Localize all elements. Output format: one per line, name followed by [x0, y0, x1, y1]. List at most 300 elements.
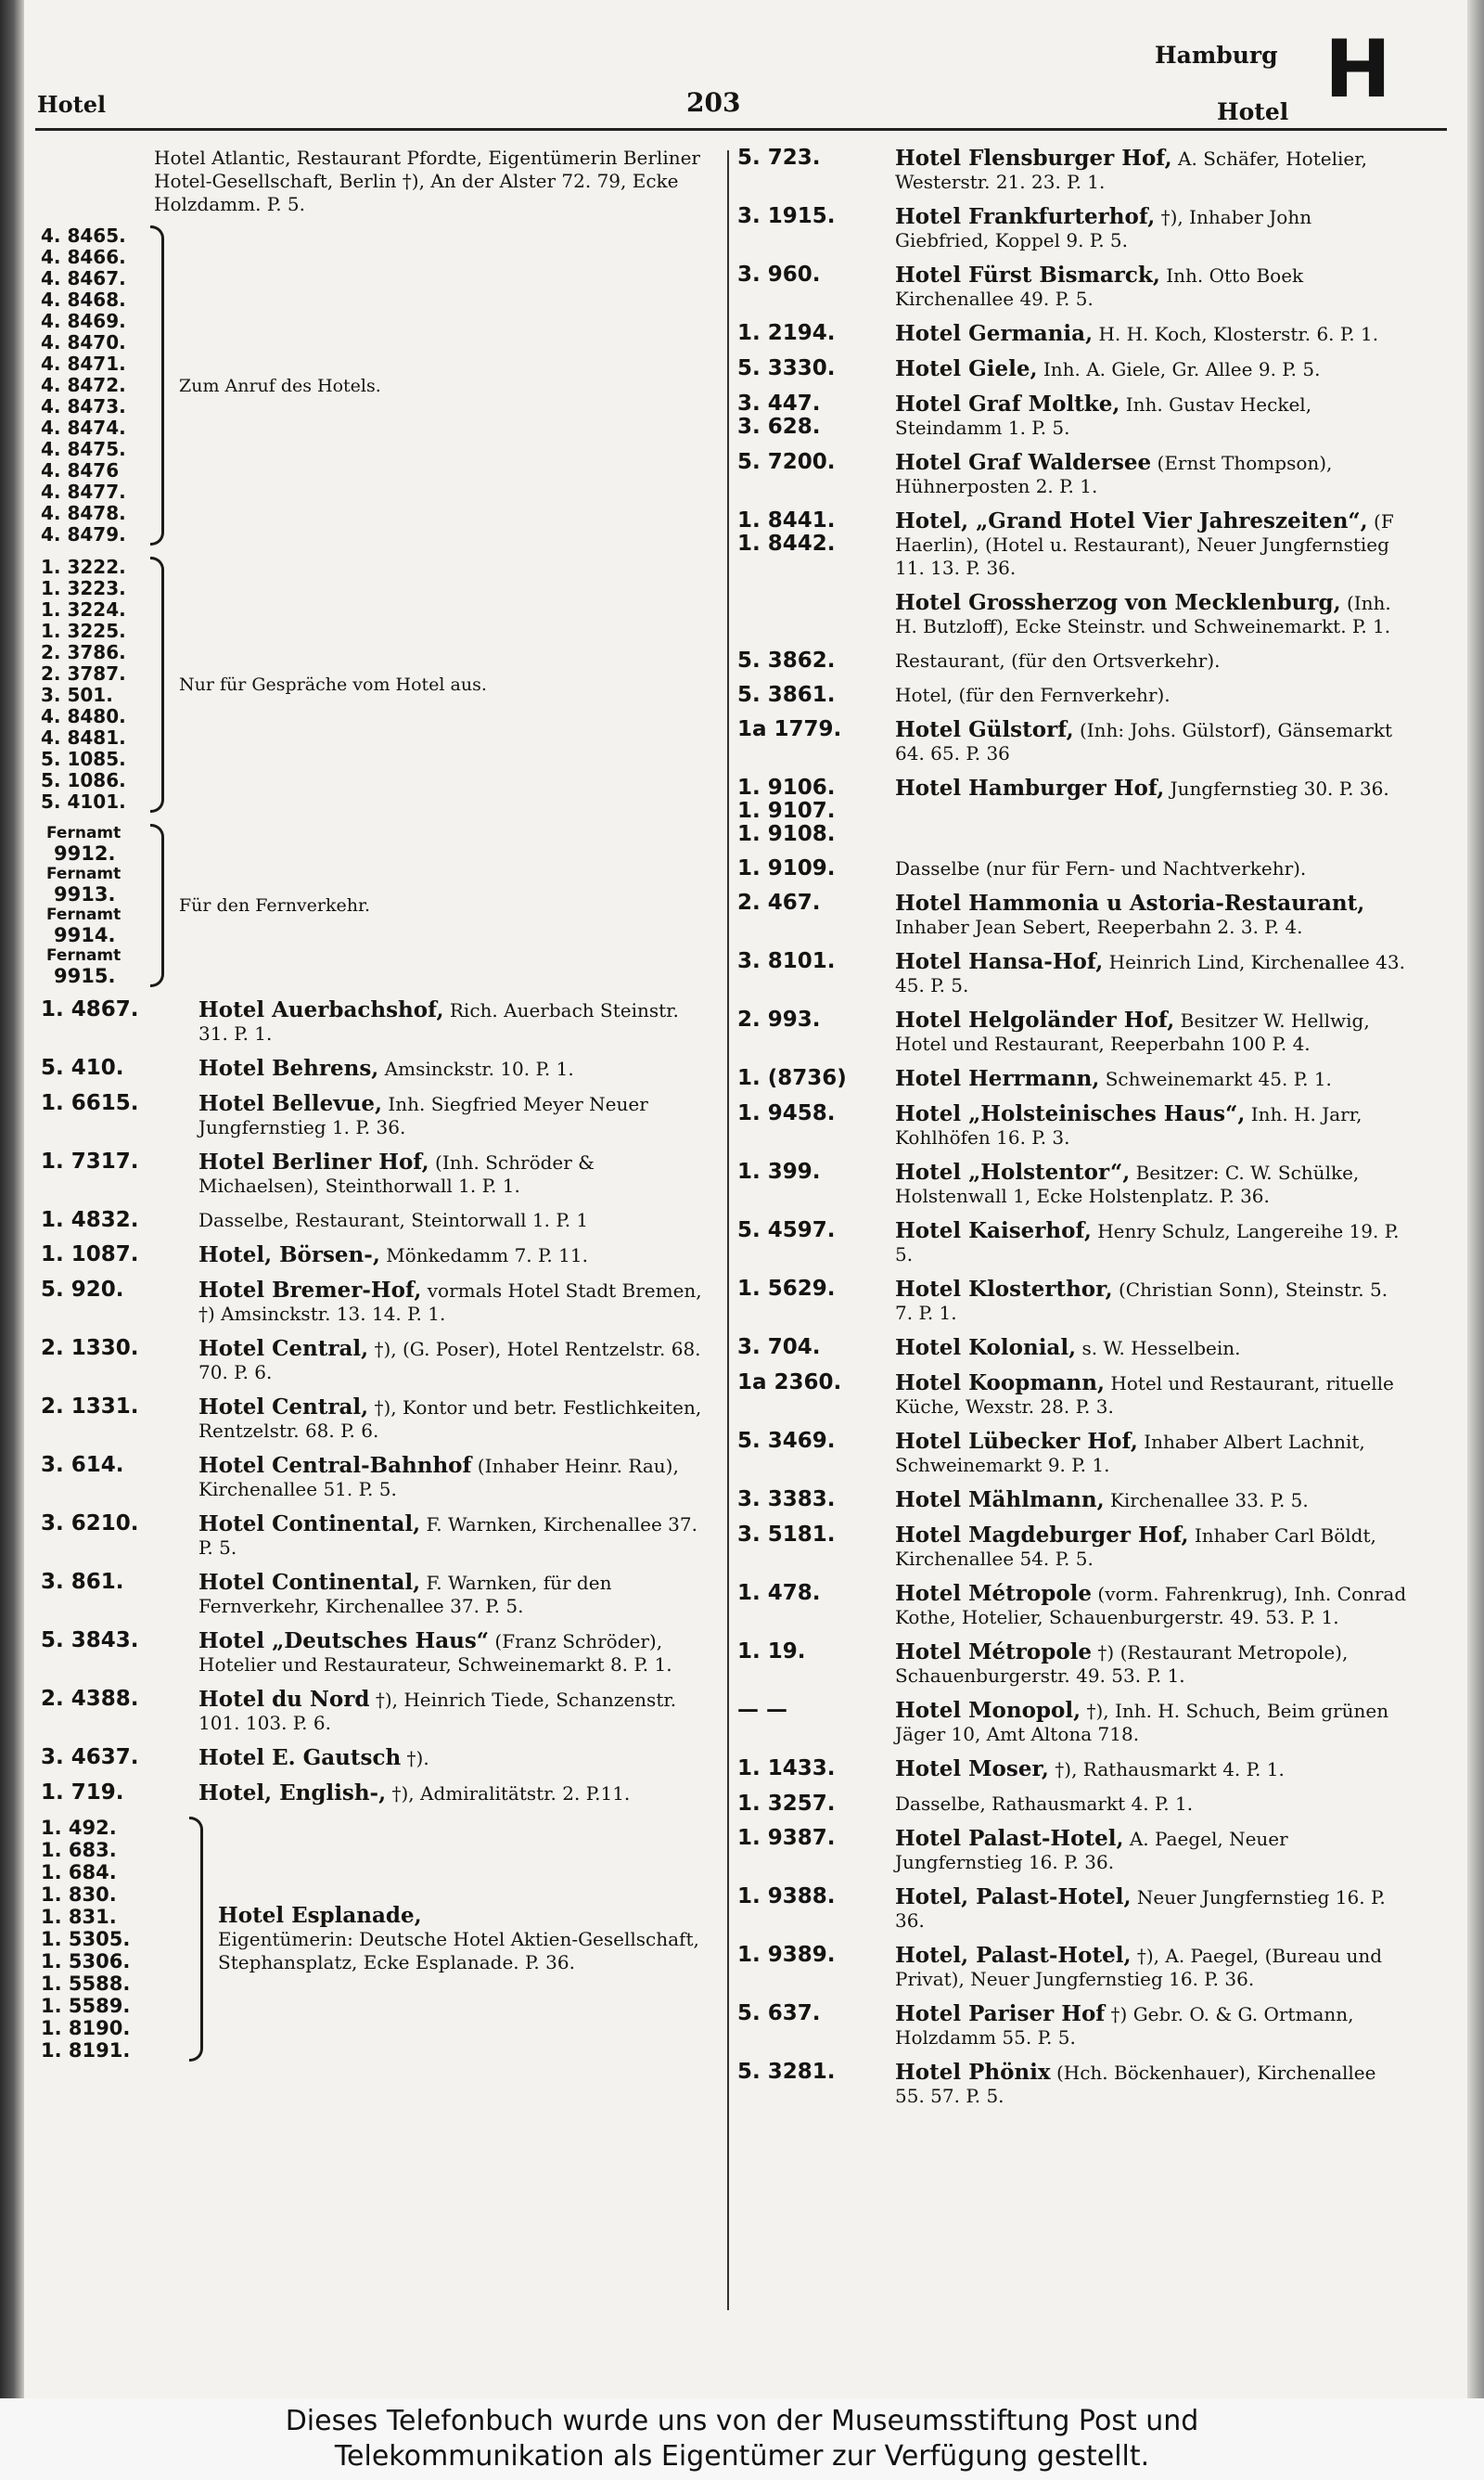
phone-number [737, 1102, 895, 1125]
directory-entry [737, 1827, 1410, 1874]
entry-details: A. Paegel, Neuer Jungfernstieg 16. P. 36. [895, 1828, 1288, 1873]
entry-name: Hotel Giele, [895, 356, 1038, 381]
entry-name: Hotel Herrmann, [895, 1066, 1100, 1091]
phone-number [737, 2061, 895, 2084]
phone-number [41, 1092, 198, 1115]
phone-number [737, 1009, 895, 1032]
phone-number: 4. 8468. [41, 289, 126, 311]
entry-name: Hotel Moser, [895, 1756, 1049, 1781]
entry-details: †), (G. Poser), Hotel Rentzelstr. 68. 70. P. 6. [198, 1338, 701, 1383]
entry-text [895, 1757, 1410, 1781]
directory-entry [41, 1057, 713, 1081]
phone-number [41, 1057, 198, 1080]
atlantic-call-group [41, 225, 713, 546]
entry-name: Hotel Bellevue, [198, 1091, 382, 1116]
phone-number: 4. 8481. [41, 726, 126, 749]
phone-number-line: 2. 1331. [41, 1394, 139, 1419]
phone-number: 4. 8472. [41, 374, 126, 396]
directory-entry [737, 2061, 1410, 2108]
directory-entry [737, 1336, 1410, 1360]
entry-text [198, 1571, 713, 1618]
entry-name: Hotel Grossherzog von Mecklenburg, [895, 590, 1341, 615]
phone-number [737, 1067, 895, 1090]
phone-number: 9913. [54, 883, 116, 906]
entry-text [895, 1699, 1410, 1746]
phone-number: 5. 1086. [41, 769, 126, 791]
entry-text [895, 357, 1410, 381]
entry-name: Hotel Phönix [895, 2060, 1051, 2085]
phone-number: 4. 8477. [41, 481, 126, 503]
entry-details: Eigentümerin: Deutsche Hotel Aktien-Gesellschaft, Stephansplatz, Ecke Esplanade. P. 36. [218, 1928, 699, 1973]
entry-text [198, 1781, 713, 1805]
entry-text [198, 1279, 713, 1326]
phone-number-line: 5. 3862. [737, 649, 836, 673]
entry-name: Hotel Kaiserhof, [895, 1218, 1092, 1243]
entry-details: Schweinemarkt 45. P. 1. [1105, 1068, 1332, 1090]
phone-number [737, 1430, 895, 1453]
running-head-left: Hotel [37, 91, 107, 118]
entry-name: Hotel Esplanade, [218, 1903, 422, 1928]
phone-number [41, 1571, 198, 1594]
entry-name: Hotel Behrens, [198, 1056, 379, 1081]
phone-number-line: 1. 9107. [737, 799, 836, 823]
directory-entry [737, 205, 1410, 252]
entry-details: (Franz Schröder), Hotelier und Restaurateur, Schweinemarkt 8. P. 1. [198, 1630, 672, 1676]
directory-entry [737, 1582, 1410, 1629]
entry-text [895, 718, 1410, 765]
entry-details: Inh. A. Giele, Gr. Allee 9. P. 5. [1043, 358, 1321, 380]
phone-number-line: 1. 4832. [41, 1208, 139, 1232]
phone-number [41, 1279, 198, 1302]
phone-number: 4. 8466. [41, 246, 126, 268]
entry-text [198, 1454, 713, 1501]
phone-number: 1. 5306. [41, 1950, 131, 1972]
entry-name: Hotel Flensburger Hof, [895, 146, 1172, 171]
phone-number [41, 1629, 198, 1652]
entry-name: Hotel, „Grand Hotel Vier Jahreszeiten“, [895, 508, 1368, 533]
entry-details: Rich. Auerbach Steinstr. 31. P. 1. [198, 999, 679, 1045]
phone-number: 3. 501. [41, 684, 113, 706]
phone-number [737, 509, 895, 556]
entry-name: Hotel Continental, [198, 1511, 421, 1536]
directory-entry [737, 357, 1410, 381]
left-entry-list [41, 998, 713, 1805]
entry-text [198, 1243, 713, 1267]
entry-details: H. H. Koch, Klosterstr. 6. P. 1. [1098, 323, 1379, 345]
entry-text [895, 147, 1410, 194]
entry-text [895, 1430, 1410, 1477]
entry-details: Hotel und Restaurant, rituelle Küche, Wexstr. 28. P. 3. [895, 1372, 1394, 1418]
phone-number: 4. 8471. [41, 353, 126, 375]
right-entry-list-a [737, 147, 1410, 580]
phone-number-line: 1a 2360. [737, 1370, 842, 1394]
entry-text [198, 1395, 713, 1443]
entry-details: Jungfernstieg 30. P. 36. [1170, 777, 1389, 800]
header-rule [35, 128, 1447, 131]
directory-entry [737, 1009, 1410, 1056]
directory-entry [737, 1278, 1410, 1325]
entry-name: Hotel Kolonial, [895, 1335, 1077, 1360]
entry-text [198, 1688, 713, 1735]
entry-text [895, 1793, 1410, 1816]
footer-line-1: Dieses Telefonbuch wurde uns von der Museumsstiftung Post und [285, 2405, 1199, 2437]
phone-number: 5. 4101. [41, 790, 126, 813]
phone-number: 9912. [54, 842, 116, 865]
phone-number: 1. 830. [41, 1883, 117, 1906]
footer-line-2: Telekommunikation als Eigentümer zur Verfügung gestellt. [334, 2440, 1150, 2473]
phone-number: 4. 8473. [41, 395, 126, 418]
phone-number-line: 3. 960. [737, 263, 821, 287]
atlantic-fern-group [41, 824, 713, 987]
entry-name: Hotel „Holstentor“, [895, 1160, 1131, 1185]
directory-entry [41, 1209, 713, 1232]
entry-name: Hotel Métropole [895, 1581, 1093, 1606]
directory-entry [737, 1067, 1410, 1091]
phone-number [737, 1640, 895, 1664]
entry-details: (F Haerlin), (Hotel u. Restaurant), Neuer Jungfernstieg 11. 13. P. 36. [895, 510, 1394, 579]
atlantic-fern-note: Für den Fernverkehr. [179, 895, 371, 916]
phone-number [41, 1781, 198, 1805]
phone-number [737, 392, 895, 439]
phone-number [737, 1161, 895, 1184]
entry-details: †), Rathausmarkt 4. P. 1. [1055, 1758, 1285, 1780]
phone-number [737, 684, 895, 707]
entry-details: s. W. Hesselbein. [1081, 1337, 1241, 1359]
phone-number [737, 718, 895, 741]
phone-number: 2. 3787. [41, 662, 126, 685]
directory-entry [737, 1488, 1410, 1512]
entry-text [895, 1827, 1410, 1874]
entry-details: †). [406, 1747, 429, 1769]
directory-entry [737, 2002, 1410, 2050]
entry-name: Hotel Continental, [198, 1570, 421, 1595]
phone-number: 4. 8465. [41, 225, 126, 247]
right-entry-list-b [737, 649, 1410, 2108]
entry-text [895, 1219, 1410, 1266]
entry-text [198, 1746, 713, 1770]
entry-text [198, 1092, 713, 1139]
phone-number [737, 950, 895, 973]
directory-entry [737, 322, 1410, 346]
entry-details: Restaurant, (für den Ortsverkehr). [895, 649, 1221, 672]
phone-number-line: 3. 704. [737, 1335, 821, 1359]
entry-name: Hotel Palast-Hotel, [895, 1826, 1124, 1851]
phone-number [737, 892, 895, 915]
entry-name: Hotel Helgoländer Hof, [895, 1008, 1175, 1033]
phone-number-line: 5. 410. [41, 1056, 124, 1080]
phone-number-line: 3. 8101. [737, 949, 836, 973]
phone-number: 1. 3225. [41, 620, 126, 642]
phone-number: 4. 8467. [41, 267, 126, 289]
entry-text [895, 2002, 1410, 2050]
entry-text [895, 205, 1410, 252]
entry-details: Inhaber Carl Böldt, Kirchenallee 54. P. 5. [895, 1524, 1376, 1570]
phone-number [737, 1699, 895, 1722]
directory-entry [737, 649, 1410, 673]
directory-entry [737, 1944, 1410, 1991]
directory-entry [41, 1150, 713, 1198]
entry-details: Inhaber Albert Lachnit, Schweinemarkt 9. P. 1. [895, 1431, 1365, 1476]
entry-details: †) (Restaurant Metropole), Schauenburgerstr. 49. 53. P. 1. [895, 1641, 1349, 1687]
phone-number [737, 1523, 895, 1547]
phone-number [737, 357, 895, 380]
directory-entry [41, 1746, 713, 1770]
directory-entry [737, 950, 1410, 997]
archive-footer [0, 2398, 1484, 2480]
phone-number: 1. 492. [41, 1817, 117, 1839]
entry-details: †), Inh. H. Schuch, Beim grünen Jäger 10, Amt Altona 718. [895, 1700, 1389, 1745]
entry-details: Hotel, (für den Fernverkehr). [895, 684, 1171, 706]
phone-number-line: 5. 637. [737, 2001, 821, 2025]
directory-entry [41, 1629, 713, 1677]
entry-name: Hotel E. Gautsch [198, 1745, 402, 1770]
entry-name: Hotel Frankfurterhof, [895, 204, 1156, 229]
directory-entry [737, 263, 1410, 311]
phone-number-line: 5. 3861. [737, 683, 836, 707]
phone-number-line: 3. 4637. [41, 1745, 139, 1769]
entry-details: F. Warnken, für den Fernverkehr, Kirchenallee 37. P. 5. [198, 1572, 612, 1617]
entry-text [895, 1336, 1410, 1360]
phone-number [737, 322, 895, 345]
phone-number-line: 1. 8442. [737, 532, 836, 556]
phone-number-line: 2. 4388. [41, 1687, 139, 1711]
entry-text [895, 1885, 1410, 1933]
entry-text [895, 2061, 1410, 2108]
directory-entry [737, 857, 1410, 880]
directory-entry [737, 1102, 1410, 1150]
phone-number-line: 1. 9387. [737, 1826, 836, 1850]
page-number: 203 [686, 87, 741, 118]
phone-number: 4. 8469. [41, 310, 126, 332]
phone-number-line: 1. 9109. [737, 856, 836, 880]
entry-details: Inh. Gustav Heckel, Steindamm 1. P. 5. [895, 393, 1312, 439]
phone-number [41, 1688, 198, 1711]
phone-number [737, 1336, 895, 1359]
phone-number [737, 1582, 895, 1605]
entry-name: Hotel Mählmann, [895, 1487, 1105, 1512]
entry-details: Neuer Jungfernstieg 16. P. 36. [895, 1886, 1386, 1932]
phone-number-line: — — [737, 1698, 788, 1722]
phone-number-line: 1. 9389. [737, 1943, 836, 1967]
directory-entry [737, 1523, 1410, 1571]
entry-name: Hotel Germania, [895, 321, 1094, 346]
directory-entry [737, 147, 1410, 194]
entry-text [198, 1337, 713, 1384]
phone-number [41, 998, 198, 1022]
phone-number: 1. 5305. [41, 1928, 131, 1950]
entry-text [198, 1057, 713, 1081]
phone-number [737, 2002, 895, 2025]
entry-name: Hotel Central-Bahnhof [198, 1453, 472, 1478]
phone-number: 4. 8476 [41, 459, 120, 482]
phone-number-line: 1. 3257. [737, 1792, 836, 1816]
phone-number: 4. 8470. [41, 331, 126, 353]
brace [150, 557, 164, 813]
directory-entry [737, 718, 1410, 765]
phone-number [41, 1746, 198, 1769]
phone-number-line: 3. 614. [41, 1453, 124, 1477]
column-divider [727, 150, 729, 2310]
right-column [737, 147, 1410, 2119]
entry-text [895, 1944, 1410, 1991]
directory-entry [41, 1092, 713, 1139]
phone-number [41, 1454, 198, 1477]
phone-number [737, 1371, 895, 1394]
directory-entry [737, 1430, 1410, 1477]
entry-text [895, 857, 1410, 880]
phone-number [737, 451, 895, 474]
entry-details: F. Warnken, Kirchenallee 37. P. 5. [198, 1513, 697, 1559]
entry-name: Hotel, Palast-Hotel, [895, 1943, 1132, 1968]
phone-number [737, 1793, 895, 1816]
fernamt-label: Fernamt [46, 824, 122, 842]
entry-name: Hotel Gülstorf, [895, 717, 1074, 742]
entry-name: Hotel Berliner Hof, [198, 1150, 429, 1175]
phone-number: 1. 683. [41, 1839, 117, 1861]
directory-entry [41, 1454, 713, 1501]
atlantic-outgoing-numbers [41, 557, 150, 813]
phone-number [737, 147, 895, 170]
phone-number [737, 649, 895, 673]
entry-details: †), A. Paegel, (Bureau und Privat), Neuer Jungfernstieg 16. P. 36. [895, 1945, 1383, 1990]
phone-number: 4. 8479. [41, 523, 126, 546]
phone-number-line: 5. 3281. [737, 2060, 836, 2084]
directory-entry [737, 451, 1410, 498]
phone-number-line: 1. 2194. [737, 321, 836, 345]
phone-number-line: 1. 1087. [41, 1242, 139, 1266]
entry-details: Inh. Otto Boek Kirchenallee 49. P. 5. [895, 264, 1304, 310]
phone-number-line: 1. 19. [737, 1639, 806, 1664]
entry-details: (Ernst Thompson), Hühnerposten 2. P. 1. [895, 452, 1333, 497]
esplanade-numbers [41, 1817, 189, 2062]
entry-details: A. Schäfer, Hotelier, Westerstr. 21. 23. P. 1. [895, 148, 1367, 193]
atlantic-fern-numbers [41, 824, 150, 987]
phone-number: 1. 3222. [41, 556, 126, 578]
phone-number-line: 1. 5629. [737, 1277, 836, 1301]
phone-number [737, 1827, 895, 1850]
entry-text [895, 1278, 1410, 1325]
phone-number-line: 1. 7317. [41, 1150, 139, 1174]
entry-details: (Inhaber Heinr. Rau), Kirchenallee 51. P. 5. [198, 1455, 679, 1500]
entry-text [895, 509, 1410, 580]
entry-details: Kirchenallee 33. P. 5. [1109, 1489, 1309, 1511]
directory-entry [41, 1395, 713, 1443]
atlantic-outgoing-group [41, 557, 713, 813]
phone-number-line: 1. 6615. [41, 1091, 139, 1115]
phone-number [41, 1337, 198, 1360]
phone-number [737, 1757, 895, 1780]
entry-text [895, 1067, 1410, 1091]
entry-text [895, 1009, 1410, 1056]
entry-details: †), Heinrich Tiede, Schanzenstr. 101. 103. P. 6. [198, 1689, 677, 1734]
phone-number-line: 1. 4867. [41, 997, 139, 1022]
entry-text [198, 1150, 713, 1198]
directory-entry [737, 1793, 1410, 1816]
directory-entry [737, 509, 1410, 580]
running-head-city: Hamburg [1155, 42, 1278, 69]
running-head-section: Hotel [1217, 98, 1289, 125]
entry-details: vormals Hotel Stadt Bremen, †) Amsinckstr. 13. 14. P. 1. [198, 1279, 702, 1325]
directory-entry [737, 1161, 1410, 1208]
phone-number-line: 3. 861. [41, 1570, 124, 1594]
entry-details: †), Admiralitätstr. 2. P.11. [391, 1782, 631, 1805]
entry-details: Henry Schulz, Langereihe 19. P. 5. [895, 1220, 1400, 1266]
phone-number: 1. 831. [41, 1906, 117, 1928]
entry-name: Hotel Auerbachshof, [198, 997, 444, 1022]
phone-number: 5. 1085. [41, 748, 126, 770]
entry-details: (Christian Sonn), Steinstr. 5. 7. P. 1. [895, 1279, 1388, 1324]
mecklenburg-entry [737, 591, 1410, 638]
phone-number [737, 1278, 895, 1301]
phone-number [737, 1219, 895, 1242]
directory-entry [737, 1371, 1410, 1419]
entry-name: Hotel, Börsen-, [198, 1242, 380, 1267]
directory-entry [737, 1757, 1410, 1781]
phone-number: 9915. [54, 965, 116, 987]
page-binding-edge [0, 0, 24, 2398]
entry-details: (Inh: Johs. Gülstorf), Gänsemarkt 64. 65. P. 36 [895, 719, 1393, 765]
entry-name: Hotel, Palast-Hotel, [895, 1884, 1132, 1909]
left-column [41, 147, 713, 2073]
entry-text [895, 1371, 1410, 1419]
phone-number: 1. 3224. [41, 598, 126, 621]
directory-entry [737, 777, 1410, 846]
phone-number [737, 777, 895, 846]
entry-details: Heinrich Lind, Kirchenallee 43. 45. P. 5. [895, 951, 1405, 996]
phone-number-line: 5. 3330. [737, 356, 836, 380]
phone-number [737, 205, 895, 228]
entry-details: Inhaber Jean Sebert, Reeperbahn 2. 3. P. 4. [895, 916, 1303, 938]
entry-text [198, 1512, 713, 1560]
entry-text [198, 998, 713, 1046]
phone-number: 4. 8478. [41, 502, 126, 524]
phone-number-line: 1. 9458. [737, 1101, 836, 1125]
entry-details: Besitzer: C. W. Schülke, Holstenwall 1, Ecke Holstenplatz. P. 36. [895, 1162, 1360, 1207]
phone-number-line: 3. 5181. [737, 1523, 836, 1547]
entry-text [895, 684, 1410, 707]
phone-number [737, 1488, 895, 1511]
phone-number: 2. 3786. [41, 641, 126, 663]
entry-name: Hotel, English-, [198, 1780, 387, 1805]
phone-number-line: 2. 467. [737, 891, 821, 915]
directory-entry [41, 1688, 713, 1735]
esplanade-text [218, 1904, 713, 1974]
entry-text [895, 1523, 1410, 1571]
phone-number-line: 3. 6210. [41, 1511, 139, 1536]
phone-number: 4. 8475. [41, 438, 126, 460]
phone-number: 9914. [54, 924, 116, 946]
brace [150, 225, 164, 546]
directory-entry [737, 1219, 1410, 1266]
entry-text [895, 777, 1410, 801]
phone-number-line: 2. 1330. [41, 1336, 139, 1360]
entry-details: Mönkedamm 7. P. 11. [386, 1244, 588, 1266]
esplanade-group [41, 1817, 713, 2062]
phone-number-line: 1. 478. [737, 1581, 821, 1605]
entry-name: Hotel Métropole [895, 1639, 1093, 1664]
directory-entry [737, 1640, 1410, 1688]
fernamt-label: Fernamt [46, 906, 122, 924]
phone-number-line: 1. 399. [737, 1160, 821, 1184]
entry-details: Inh. Siegfried Meyer Neuer Jungfernstieg 1. P. 36. [198, 1093, 648, 1138]
fernamt-label: Fernamt [46, 946, 122, 965]
phone-number: 1. 684. [41, 1861, 117, 1883]
phone-number-line: 2. 993. [737, 1008, 821, 1032]
phone-number-line: 5. 3843. [41, 1628, 139, 1652]
phone-number-line: 5. 4597. [737, 1218, 836, 1242]
phone-number [41, 1150, 198, 1174]
entry-name: Hotel Fürst Bismarck, [895, 263, 1160, 288]
